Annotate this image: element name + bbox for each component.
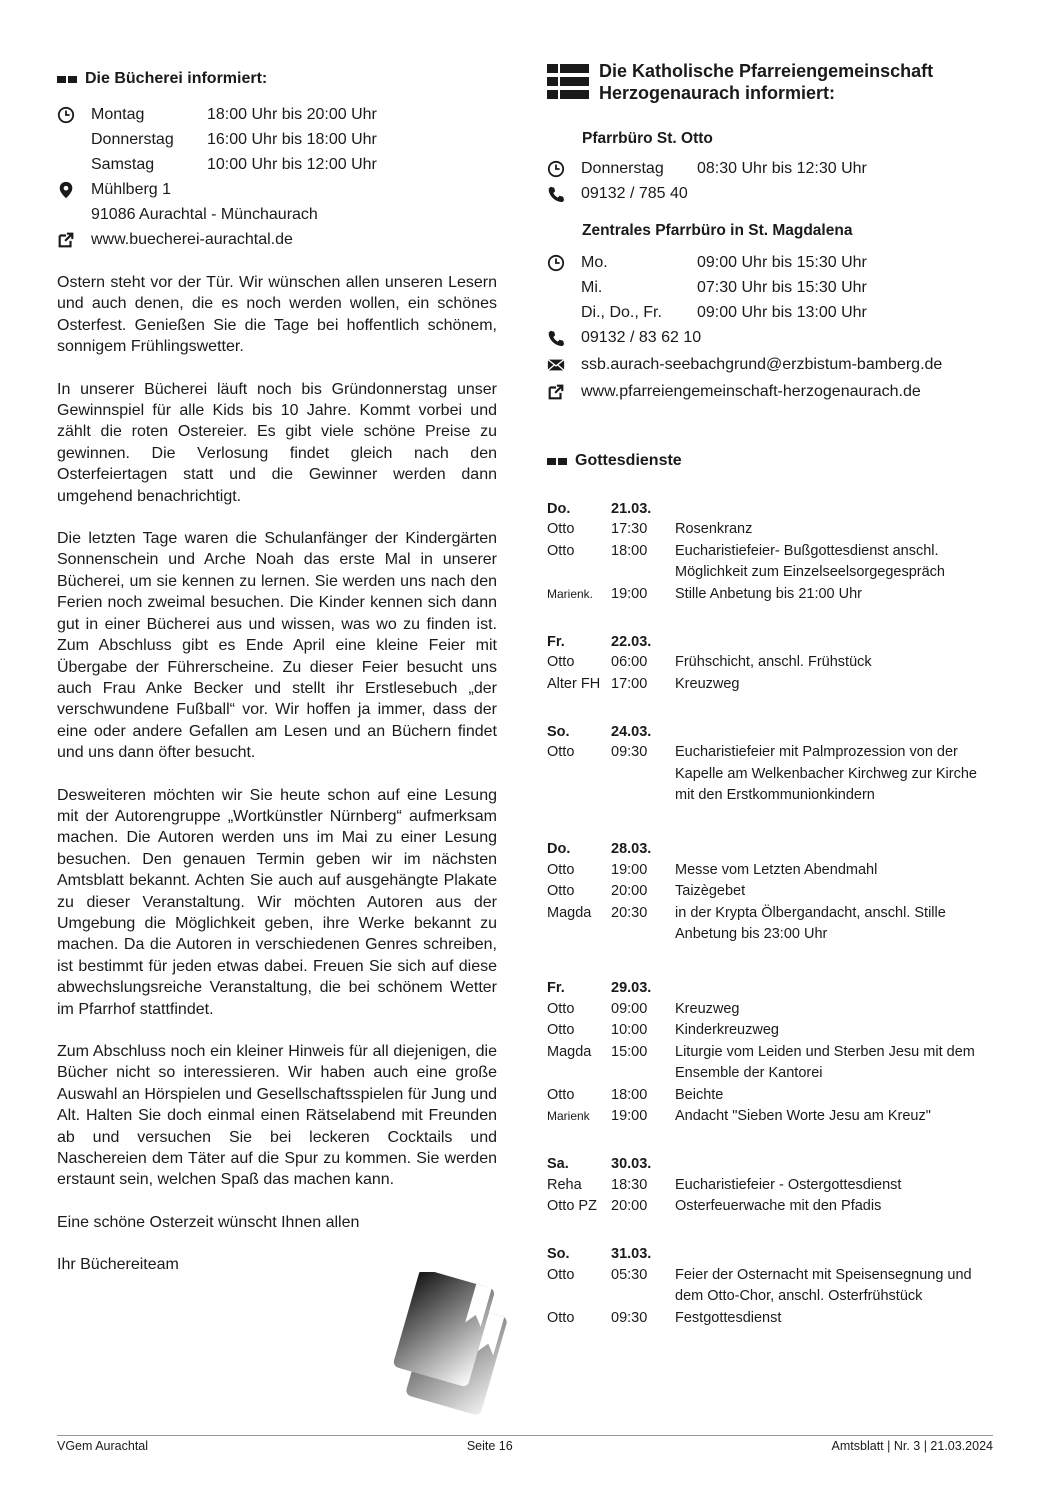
office1-time: 08:30 Uhr bis 12:30 Uhr — [697, 159, 867, 177]
office2-name: Zentrales Pfarrbüro in St. Magdalena — [582, 222, 853, 239]
library-hours-time: 16:00 Uhr bis 18:00 Uhr — [207, 130, 377, 148]
service-time: 18:30 — [611, 1176, 648, 1193]
service-day-block — [547, 721, 997, 807]
library-hours-time: 18:00 Uhr bis 20:00 Uhr — [207, 105, 377, 123]
books-logo-icon — [378, 1272, 528, 1422]
service-entry — [547, 999, 997, 1021]
service-time: 15:00 — [611, 1043, 648, 1060]
library-hours-row — [57, 127, 497, 152]
service-day-header — [547, 721, 997, 742]
service-time: 20:00 — [611, 1198, 648, 1214]
clock-icon — [57, 106, 91, 124]
office2-email[interactable]: ssb.aurach-seebachgrund@erzbistum-bamberg.de — [581, 355, 943, 373]
service-description: Kinderkreuzweg — [675, 1022, 779, 1038]
library-info — [57, 102, 497, 252]
service-date: 29.03. — [611, 980, 652, 996]
library-paragraph: Die letzten Tage waren die Schulanfänger der Kindergärten Sonnenschein und Arche Noah das erste Mal in unserer Bücherei, um sie kennen zu lernen. Sie werden uns nach den Ferien noch zweimal besuchen. Die Kinder kennen sich dann gut in einer Bücherei aus und wissen, was wo zu finden ist. Zum Abschluss gibt es Ende April eine kleine Feier mit Übergabe der Führerscheine. Zu dieser Feier besucht uns auch Frau Anke Becker und stellt ihr Erstlesebuch „der verschwundene Fußball“ vor. Wir hoffen ja immer, dass der eine oder andere Gefallen am Lesen und an Büchern findet und uns dann öfter besucht. — [57, 530, 497, 762]
external-link-icon — [547, 383, 581, 401]
service-day-block — [547, 498, 997, 605]
service-location: Otto — [547, 744, 575, 760]
service-time: 18:00 — [611, 542, 648, 559]
service-description: Eucharistiefeier- Bußgottesdienst anschl. Möglichkeit zum Einzelseelsorgegespräch — [675, 542, 945, 580]
service-time: 17:30 — [611, 521, 648, 537]
service-weekday: Do. — [547, 500, 571, 517]
service-weekday: So. — [547, 723, 570, 740]
service-time: 20:30 — [611, 904, 648, 921]
service-description: Eucharistiefeier mit Palmprozession von der Kapelle am Welkenbacher Kirchweg zur Kirche mit den Erstkommunionkindern — [675, 744, 977, 803]
library-hours-row — [57, 102, 497, 127]
service-day-block — [547, 978, 997, 1128]
service-location: Otto — [547, 1022, 575, 1038]
library-website-row — [57, 227, 497, 252]
library-hours-day: Montag — [91, 105, 145, 123]
service-day-block — [547, 839, 997, 946]
service-description: Rosenkranz — [675, 521, 753, 537]
library-hours-time: 10:00 Uhr bis 12:00 Uhr — [207, 155, 377, 173]
service-day-header — [547, 839, 997, 860]
location-pin-icon — [57, 181, 91, 199]
service-entry — [547, 652, 997, 674]
office2-website-row — [547, 379, 997, 404]
service-description: Taizègebet — [675, 883, 746, 899]
service-location: Reha — [547, 1176, 582, 1193]
office2-phone[interactable]: 09132 / 83 62 10 — [581, 328, 702, 346]
footer-right: Amtsblatt | Nr. 3 | 21.03.2024 — [831, 1439, 993, 1453]
library-heading — [57, 70, 497, 88]
service-description: Kreuzweg — [675, 675, 740, 692]
library-paragraph: In unserer Bücherei läuft noch bis Gründonnerstag unser Gewinnspiel für alle Kids bis 10 Jahre. Kommt vorbei und zählt die roten Ostereier. Es gibt viele schöne Preise zu gewinnen. Die Verlosung findet gleich nach den Osterfeiertagen statt und die Gewinner werden dann umgehend benachrichtigt. — [57, 380, 497, 505]
service-weekday: So. — [547, 1246, 570, 1262]
service-weekday: Sa. — [547, 1156, 569, 1172]
office2-day: Di., Do., Fr. — [581, 303, 662, 321]
service-weekday: Do. — [547, 841, 571, 857]
office1-phone-row — [547, 181, 997, 206]
service-day-header — [547, 631, 997, 652]
service-entry — [547, 674, 997, 696]
service-entry — [547, 519, 997, 541]
service-location: Otto — [547, 1086, 575, 1103]
library-signature: Ihr Büchereiteam — [57, 1256, 179, 1274]
service-location: Otto — [547, 1266, 575, 1283]
library-hours-day: Samstag — [91, 155, 155, 173]
envelope-icon — [547, 356, 581, 374]
service-date: 30.03. — [611, 1156, 652, 1172]
service-location: Marienk — [547, 1109, 590, 1123]
service-description: in der Krypta Ölbergandacht, anschl. Stille Anbetung bis 23:00 Uhr — [675, 904, 946, 942]
service-location: Otto PZ — [547, 1198, 597, 1214]
service-location: Alter FH — [547, 675, 601, 692]
services-list — [547, 498, 997, 1329]
office2-day: Mi. — [581, 278, 603, 296]
service-day-header — [547, 1154, 997, 1175]
service-entry — [547, 903, 997, 946]
page-footer — [57, 1435, 993, 1453]
service-location: Otto — [547, 1309, 575, 1326]
service-location: Otto — [547, 542, 575, 559]
service-location: Otto — [547, 1000, 575, 1017]
service-day-block — [547, 1244, 997, 1330]
service-location: Otto — [547, 521, 575, 537]
external-link-icon — [57, 231, 91, 249]
service-description: Frühschicht, anschl. Frühstück — [675, 654, 872, 670]
office2-hours-row — [547, 250, 997, 275]
service-time: 09:30 — [611, 1309, 648, 1326]
library-address-row — [57, 177, 497, 202]
service-day-header — [547, 978, 997, 999]
service-entry — [547, 1196, 997, 1218]
service-location: Otto — [547, 883, 575, 899]
service-entry — [547, 1175, 997, 1197]
service-time: 19:00 — [611, 585, 648, 602]
service-entry — [547, 1042, 997, 1085]
office1-day: Donnerstag — [581, 159, 664, 177]
service-weekday: Fr. — [547, 980, 565, 996]
parish-section — [547, 60, 997, 1329]
service-date: 24.03. — [611, 723, 652, 740]
service-time: 18:00 — [611, 1086, 648, 1103]
service-date: 31.03. — [611, 1246, 652, 1262]
office2-day: Mo. — [581, 253, 608, 271]
service-entry — [547, 584, 997, 606]
service-description: Andacht "Sieben Worte Jesu am Kreuz" — [675, 1108, 931, 1124]
service-location: Otto — [547, 654, 575, 670]
library-closing: Eine schöne Osterzeit wünscht Ihnen allen — [57, 1213, 360, 1231]
service-description: Festgottesdienst — [675, 1309, 782, 1326]
library-hours-row — [57, 152, 497, 177]
office2-email-row — [547, 352, 997, 377]
service-time: 19:00 — [611, 1108, 648, 1124]
service-location: Magda — [547, 904, 592, 921]
service-time: 09:00 — [611, 1000, 648, 1017]
office2-hours-row — [547, 300, 997, 325]
service-date: 28.03. — [611, 841, 652, 857]
service-time: 20:00 — [611, 883, 648, 899]
service-day-block — [547, 631, 997, 695]
library-paragraph: Ostern steht vor der Tür. Wir wünschen allen unseren Lesern und auch denen, die es noch werden wollen, ein schönes Osterfest. Genießen Sie die Tage bei hoffentlich schönem, sonnigem Frühlingswetter. — [57, 274, 497, 356]
parish-title-line1: Die Katholische Pfarreiengemeinschaft — [599, 61, 934, 81]
service-location: Magda — [547, 1043, 592, 1060]
service-entry — [547, 1308, 997, 1330]
library-paragraph: Desweiteren möchten wir Sie heute schon auf eine Lesung mit der Autorengruppe „Wortkünstler Nürnberg“ aufmerksam machen. Die Autoren werden uns im Mai zu einer Lesung besuchen. Den genauen Termin geben wir im nächsten Amtsblatt bekannt. Achten Sie auch auf ausgehängte Plakate zu dieser Veranstaltung. Wir möchten Autoren aus der Umgebung die Möglichkeit geben, ihre Werke bekannt zu machen. Da die Autoren in verschiedenen Genres schreiben, ist bestimmt für jeden etwas dabei. Freuen Sie sich auf diese abwechslungsreiche Veranstaltung, die bei schönem Wetter im Pfarrhof stattfindet. — [57, 786, 497, 1018]
library-address-row — [57, 202, 497, 227]
service-time: 19:00 — [611, 861, 648, 878]
clock-icon — [547, 254, 581, 272]
services-heading — [547, 452, 997, 470]
service-description: Stille Anbetung bis 21:00 Uhr — [675, 585, 863, 602]
library-article — [57, 272, 497, 1276]
service-day-block — [547, 1154, 997, 1218]
service-time: 06:00 — [611, 654, 648, 670]
service-time: 10:00 — [611, 1022, 648, 1038]
library-hours-day: Donnerstag — [91, 130, 174, 148]
parish-title-line2: Herzogenaurach informiert: — [599, 83, 836, 103]
office1-hours-row — [547, 156, 997, 181]
service-entry — [547, 1265, 997, 1308]
office2-time: 09:00 Uhr bis 13:00 Uhr — [697, 303, 867, 321]
service-location: Otto — [547, 861, 575, 878]
section-marker-icon — [57, 76, 77, 83]
office2-time: 09:00 Uhr bis 15:30 Uhr — [697, 253, 867, 271]
service-description: Liturgie vom Leiden und Sterben Jesu mit dem Ensemble der Kantorei — [675, 1043, 975, 1081]
clock-icon — [547, 160, 581, 178]
service-day-header — [547, 498, 997, 519]
service-description: Eucharistiefeier - Ostergottesdienst — [675, 1176, 902, 1193]
office1-phone[interactable]: 09132 / 785 40 — [581, 184, 688, 202]
service-location: Marienk. — [547, 586, 594, 601]
parish-header — [547, 60, 997, 104]
service-weekday: Fr. — [547, 633, 565, 650]
library-address-line1: Mühlberg 1 — [91, 180, 172, 198]
footer-left: VGem Aurachtal — [57, 1439, 149, 1453]
service-entry — [547, 1085, 997, 1107]
service-description: Feier der Osternacht mit Speisensegnung und dem Otto-Chor, anschl. Osterfrühstück — [675, 1266, 972, 1304]
service-entry — [547, 541, 997, 584]
service-description: Beichte — [675, 1086, 724, 1103]
service-description: Osterfeuerwache mit den Pfadis — [675, 1198, 882, 1214]
service-date: 22.03. — [611, 633, 652, 650]
office2-time: 07:30 Uhr bis 15:30 Uhr — [697, 278, 867, 296]
office2-website[interactable]: www.pfarreiengemeinschaft-herzogenaurach.de — [581, 382, 921, 400]
service-time: 09:30 — [611, 744, 648, 760]
parish-logo-icon — [547, 60, 589, 104]
phone-icon — [547, 185, 581, 203]
service-entry — [547, 860, 997, 882]
service-entry — [547, 742, 997, 807]
library-section — [57, 60, 497, 1276]
service-description: Messe vom Letzten Abendmahl — [675, 861, 878, 878]
office2-hours — [547, 250, 997, 404]
service-time: 17:00 — [611, 675, 648, 692]
phone-icon — [547, 329, 581, 347]
service-entry — [547, 1106, 997, 1128]
office2-phone-row — [547, 325, 997, 350]
service-entry — [547, 1020, 997, 1042]
office1-name: Pfarrbüro St. Otto — [582, 130, 713, 147]
service-entry — [547, 881, 997, 903]
library-paragraph: Zum Abschluss noch ein kleiner Hinweis für all diejenigen, die Bücher nicht so interessieren. Wir haben auch eine große Auswahl an Hörspielen und Gesellschaftsspielen für Jung und Alt. Halten Sie doch einmal einen Rätselabend mit Freunden ab und versuchen Sie bei leckeren Cocktails und Naschereien dem Täter auf die Spur zu kommen. Sie werden erstaunt sein, welchen Spaß das machen kann. — [57, 1043, 497, 1189]
section-marker-icon — [547, 458, 567, 465]
library-heading-text: Die Bücherei informiert: — [85, 70, 268, 87]
library-website-link[interactable]: www.buecherei-aurachtal.de — [91, 230, 293, 248]
service-time: 05:30 — [611, 1266, 648, 1283]
services-heading-text: Gottesdienste — [575, 452, 682, 469]
office2-hours-row — [547, 275, 997, 300]
service-day-header — [547, 1244, 997, 1265]
footer-center: Seite 16 — [466, 1439, 513, 1453]
service-date: 21.03. — [611, 500, 652, 517]
service-description: Kreuzweg — [675, 1000, 740, 1017]
library-address-line2: 91086 Aurachtal - Münchaurach — [91, 205, 318, 223]
